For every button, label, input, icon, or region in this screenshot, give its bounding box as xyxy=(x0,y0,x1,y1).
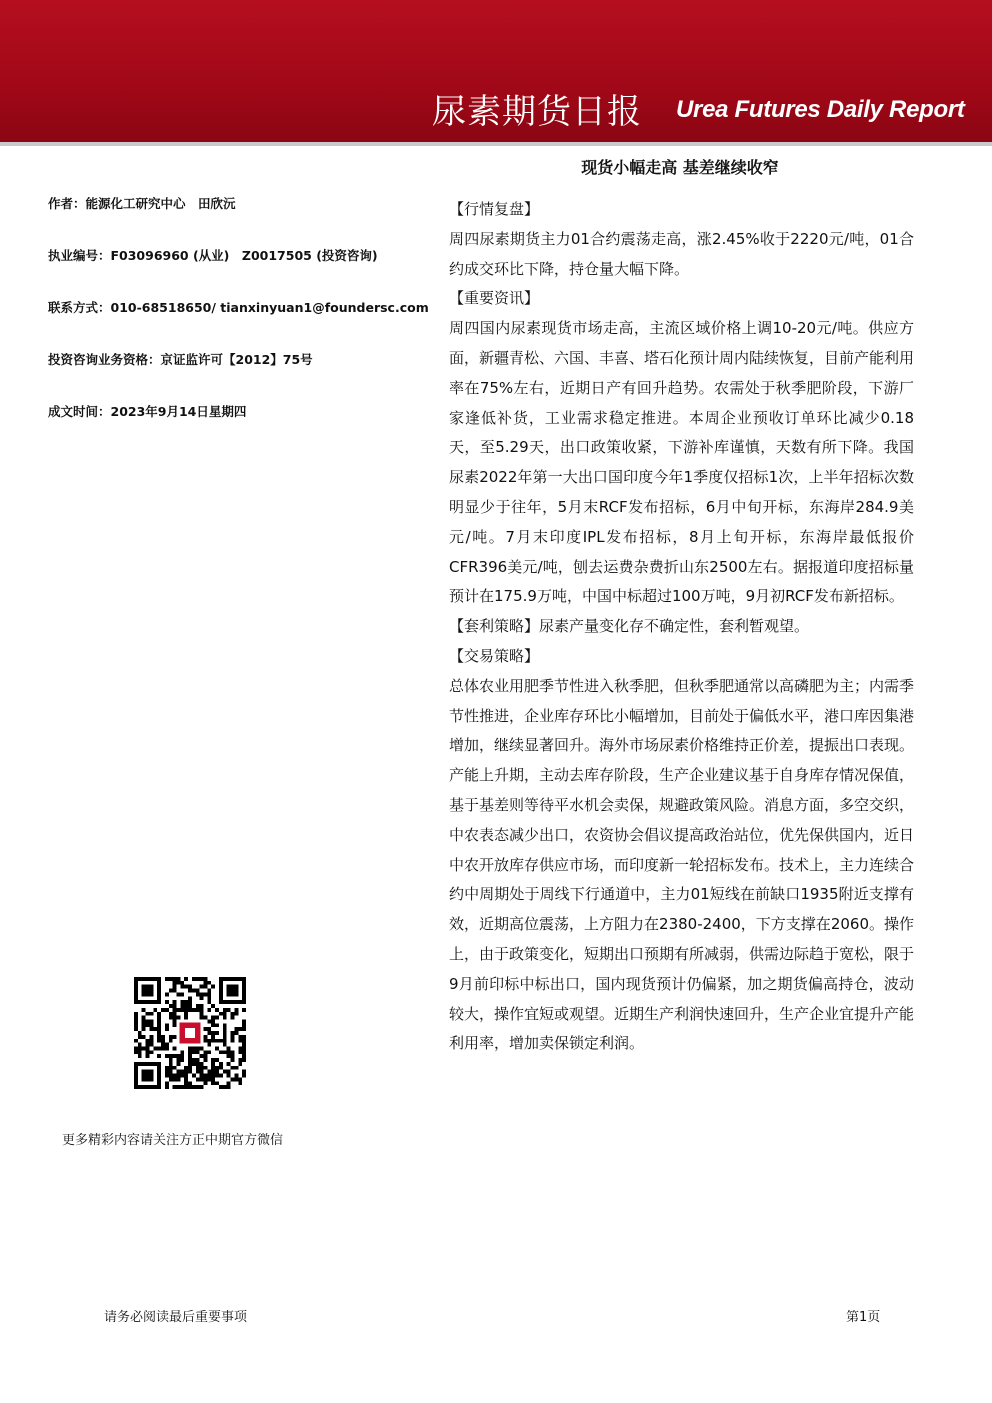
trading-text: 总体农业用肥季节性进入秋季肥，但秋季肥通常以高磷肥为主；内需季节性推进，企业库存环比小幅增加，目前处于偏低水平，港口库因集港增加，继续显著回升。海外市场尿素价格维持正价差，提振出口表现。产能上升期，主动去库存阶段，生产企业建议基于自身库存情况保值，基于基差则等待平水机会卖保，规避政策风险。消息方面，多空交织，中农表态减少出口，农资协会倡议提高政治站位，优先保供国内，近日中农开放库存供应市场，而印度新一轮招标发布。技术上，主力连续合约中周期处于周线下行通道中，主力01短线在前缺口1935附近支撑有效，近期高位震荡，上方阻力在2380-2400，下方支撑在2060。操作上，由于政策变化，短期出口预期有所减弱，供需边际趋于宽松，限于9月前印标中标出口，国内现货预计仍偏紧，加之期货偏高持仓，波动较大，操作宜短或观望。近期生产利润快速回升，生产企业宜提升产能利用率，增加卖保锁定利润。 xyxy=(449,676,915,1053)
news-text: 周四国内尿素现货市场走高，主流区域价格上调10-20元/吨。供应方面，新疆青松、六国、丰喜、塔石化预计周内陆续恢复，目前产能利用率在75%左右，近期日产有回升趋势。农需处于秋季肥阶段，下游厂家逢低补货，工业需求稳定推进。本周企业预收订单环比减少0.18天，至5.29天，出口政策收紧，下游补库谨慎，天数有所下降。我国尿素2022年第一大出口国印度今年1季度仅招标1次，上半年招标次数明显少于往年，5月末RCF发布招标，6月中旬开标，东海岸284.9美元/吨。7月末印度IPL发布招标，8月上旬开标，东海岸最低报价CFR396美元/吨，刨去运费杂费折山东2500左右。据报道印度招标量预计在175.9万吨，中国中标超过100万吨，9月初RCF发布新招标。 xyxy=(449,319,915,606)
page-number: 第1页 xyxy=(846,1310,881,1325)
qr-caption: 更多精彩内容请关注方正中期官方微信 xyxy=(62,1133,284,1148)
market-review-heading: 【行情复盘】 xyxy=(449,200,540,218)
arbitrage-text: 尿素产量变化存不确定性，套利暂观望。 xyxy=(539,617,810,636)
report-title-cn: 尿素期货日报 xyxy=(432,92,642,132)
header-divider xyxy=(0,142,992,146)
wechat-qr-code xyxy=(134,977,246,1089)
arbitrage-heading: 【套利策略】 xyxy=(449,617,540,636)
trading-heading: 【交易策略】 xyxy=(449,646,540,665)
author-line: 作者：能源化工研究中心 田欣沅 xyxy=(48,196,236,211)
arbitrage-paragraph xyxy=(449,612,914,642)
qr-code-image xyxy=(134,977,246,1089)
license-line: 执业编号：F03096960 (从业) Z0017505 (投资咨询) xyxy=(48,248,378,263)
report-title-en: Urea Futures Daily Report xyxy=(676,96,965,123)
footer-notice: 请务必阅读最后重要事项 xyxy=(104,1310,248,1325)
news-heading: 【重要资讯】 xyxy=(449,289,540,308)
date-line: 成文时间：2023年9月14日星期四 xyxy=(48,404,247,419)
report-subtitle: 现货小幅走高 基差继续收窄 xyxy=(581,158,779,177)
report-body xyxy=(449,195,914,1059)
qualification-line: 投资咨询业务资格：京证监许可【2012】75号 xyxy=(48,352,313,367)
contact-line: 联系方式：010-68518650/ tianxinyuan1@foundersc.com xyxy=(48,300,429,315)
market-review-text: 周四尿素期货主力01合约震荡走高，涨2.45%收于2220元/吨，01合约成交环比下降，持仓量大幅下降。 xyxy=(449,229,914,278)
